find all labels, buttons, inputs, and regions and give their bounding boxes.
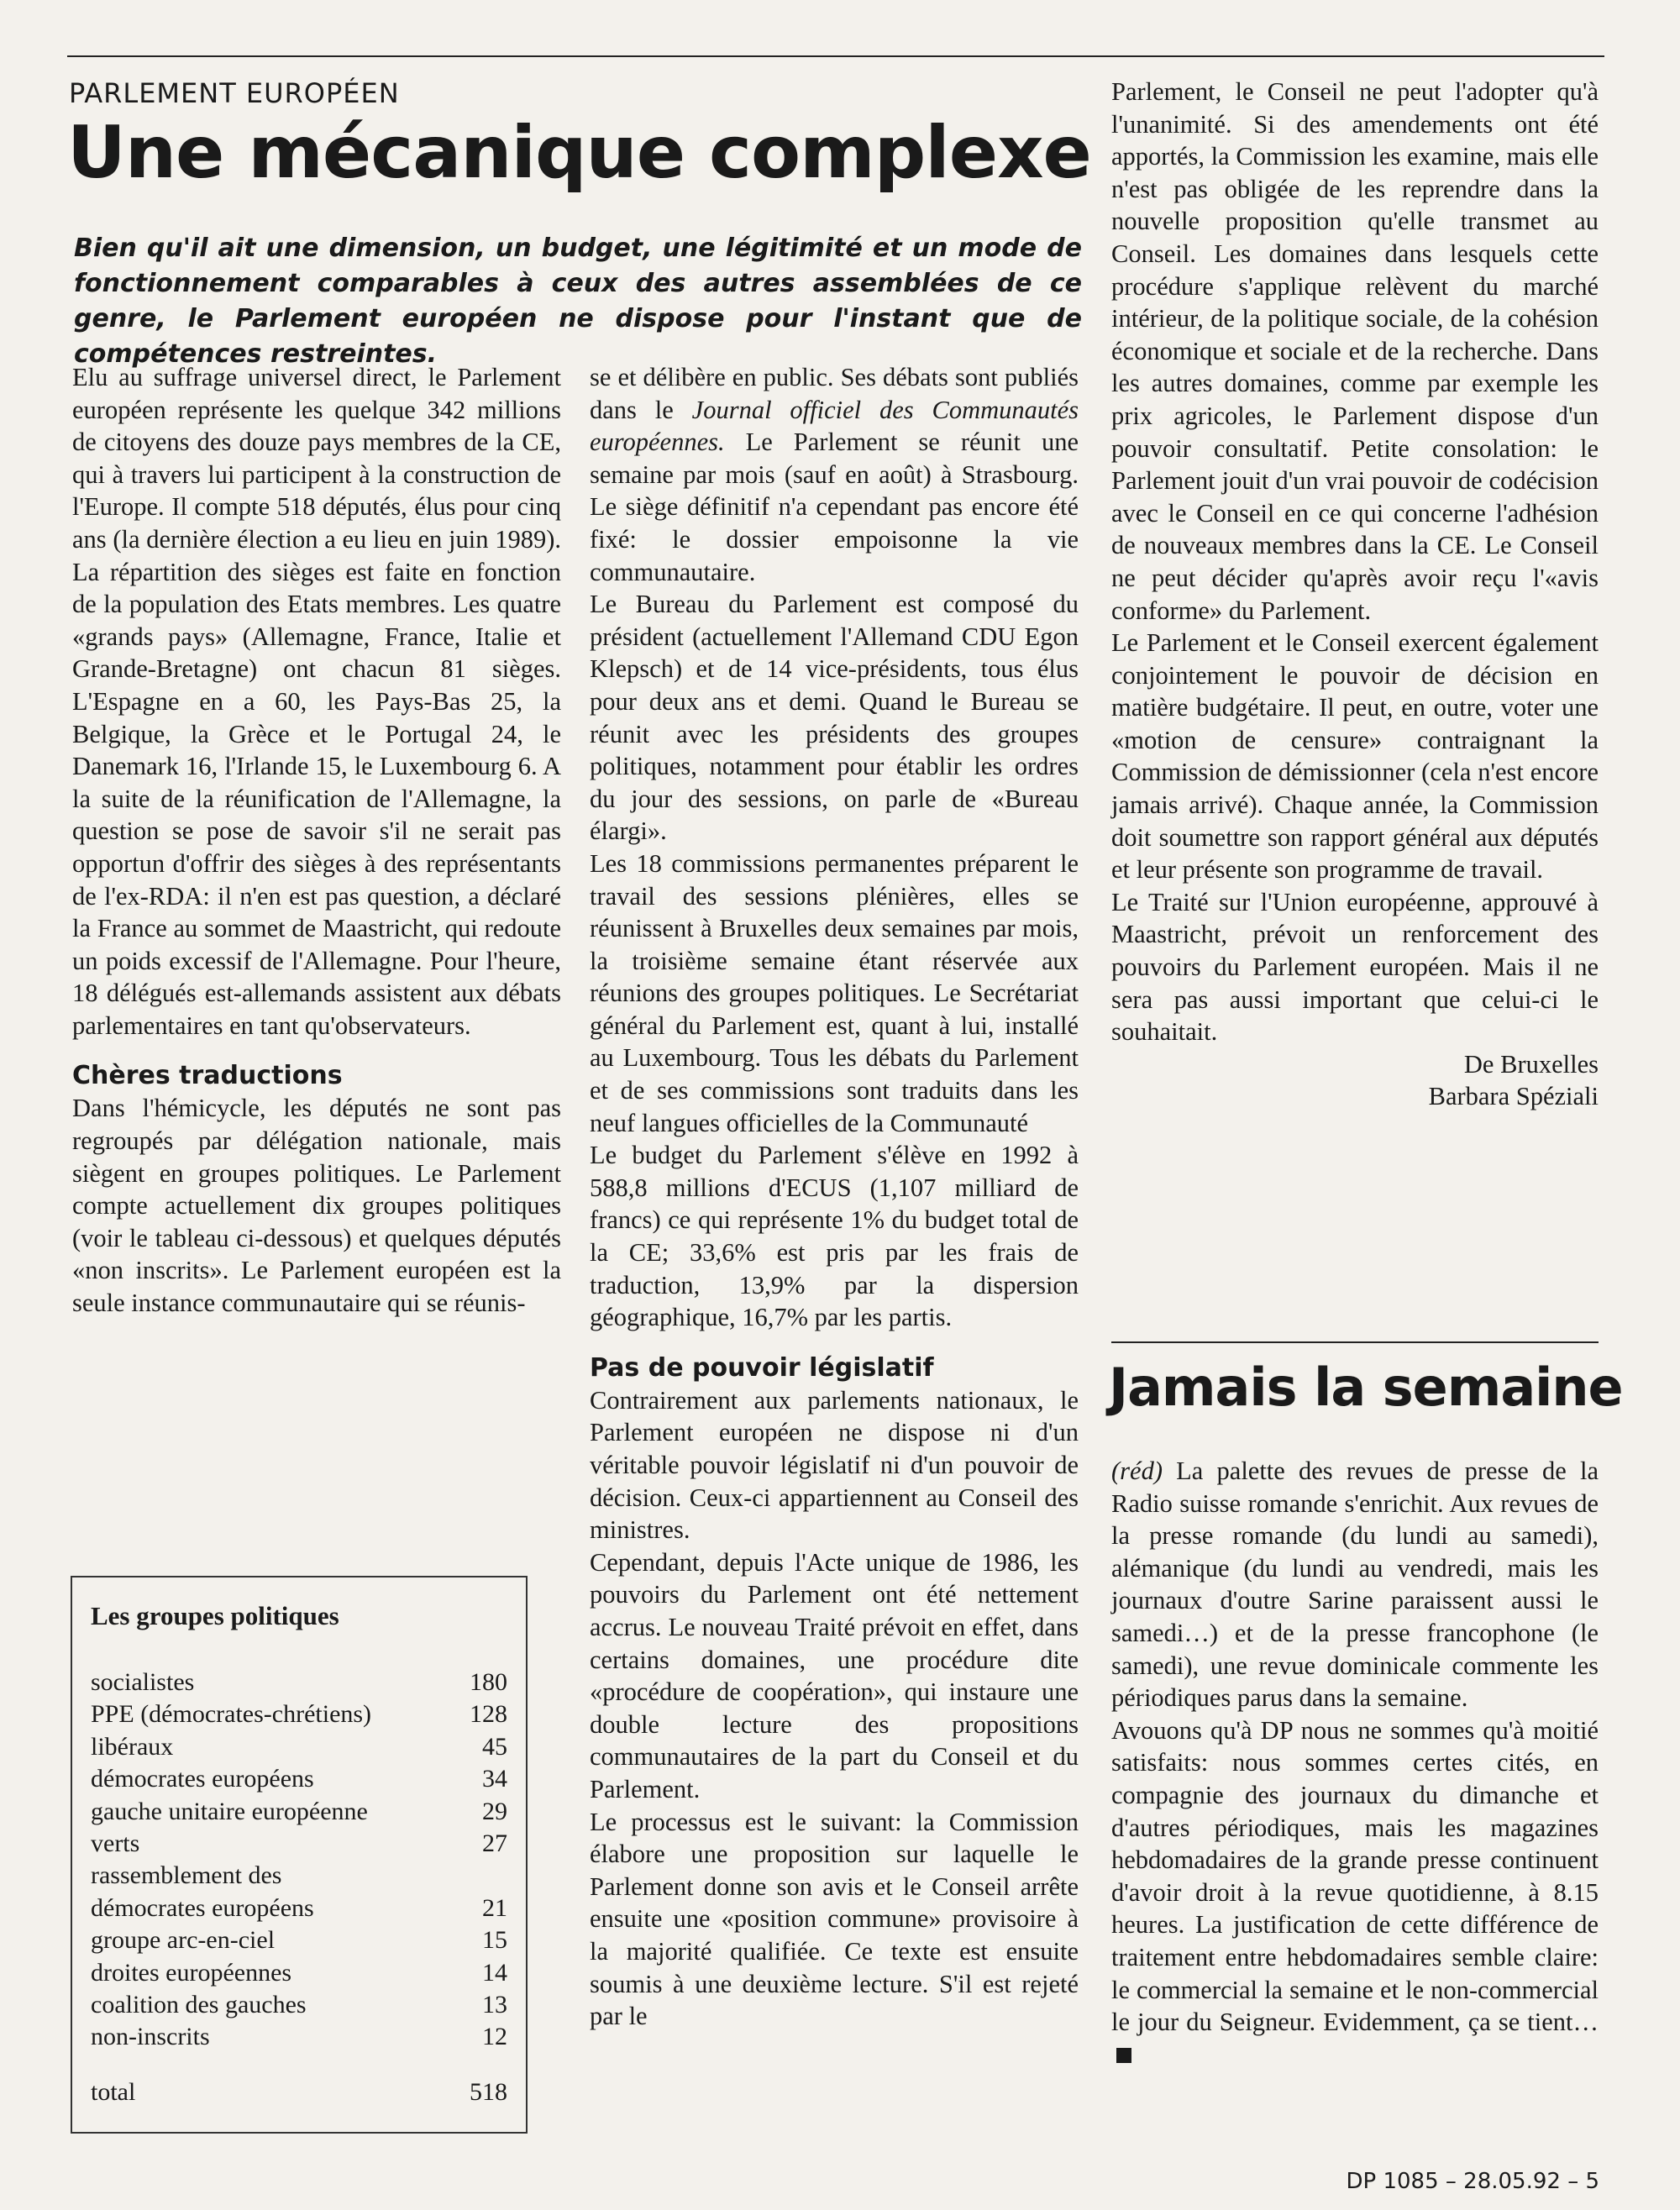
paragraph: Contrairement aux parlements nationaux, le Parlement européen ne dispose ni d'un véritable pouvoir législatif ni d'un pouvoir de décision. Ceux-ci appartiennent au Conseil des ministres. — [590, 1385, 1079, 1545]
text-run: La palette des revues de presse de la Radio suisse romande s'enrichit. Aux revues de la presse romande (du lundi au samedi), alémanique (du lundi au vendredi, mais les journaux d'outre Sarine paraissent aussi le samedi…) et de la presse francophone (le samedi), une revue dominicale commente les périodiques parus dans la semaine. — [1111, 1457, 1599, 1713]
article-lead: Bien qu'il ait une dimension, un budget, une légitimité et un mode de fonctionnement comparables à ceux des autres assemblées de ce genre, le Parlement européen ne dispose pour l'instant que de compétences restreintes. — [74, 234, 1082, 369]
article-title: Une mécanique complexe — [67, 111, 1091, 195]
group-name: groupe arc-en-ciel — [91, 1926, 276, 1955]
article-column-2 — [590, 361, 1079, 2033]
subheading-pouvoir-legislatif: Pas de pouvoir législatif — [590, 1352, 934, 1383]
total-value: 518 — [470, 2078, 507, 2106]
group-row — [91, 2021, 507, 2053]
paragraph: Le processus est le suivant: la Commission élabore une proposition sur laquelle le Parlement donne son avis et le Conseil arrête ensuite une «position commune» provisoire à la majorité qualifiée. Ce texte est ensuite soumis à une deuxième lecture. S'il est rejeté par le — [590, 1807, 1079, 2031]
group-seats: 14 — [482, 1958, 507, 1987]
groups-list — [91, 1667, 507, 2054]
group-seats: 12 — [482, 2023, 507, 2051]
group-row — [91, 1989, 507, 2021]
signature-author: Barbara Spéziali — [1428, 1082, 1599, 1111]
group-row — [91, 1698, 507, 1730]
article-column-1 — [72, 361, 561, 1320]
end-mark-icon — [1116, 2048, 1131, 2063]
group-name: coalition des gauches — [91, 1991, 307, 2019]
paragraph: Les 18 commissions permanentes préparent le travail des sessions plénières, elles se réunissent à Bruxelles deux semaines par mois, la troisième semaine étant réservée aux réunions des groupes politiques. Le Secrétariat général du Parlement est, quant à lui, installé au Luxembourg. Tous les débats du Parlement et de ses commissions sont traduits dans les neuf langues officielles de la Communauté — [590, 848, 1079, 1137]
group-row — [91, 1667, 507, 1698]
box-title: Les groupes politiques — [91, 1601, 339, 1630]
journal-title: Journal officiel des Communautés européennes. — [590, 395, 1079, 457]
article-kicker: PARLEMENT EUROPÉEN — [69, 77, 400, 109]
article2-title: Jamais la semaine — [1109, 1357, 1623, 1418]
text-run: Le Parlement se réunit une semaine par mois (sauf en août) à Strasbourg. Le siège définitif n'a cependant pas encore été fixé: le dossier empoisonne la vie communautaire. — [590, 428, 1079, 586]
group-seats: 27 — [482, 1829, 507, 1858]
group-seats: 128 — [470, 1700, 507, 1729]
group-row — [91, 1860, 507, 1892]
paragraph: Le Parlement et le Conseil exercent également conjointement le pouvoir de décision en matière budgétaire. Il peut, en outre, voter une «motion de censure» contraignant la Commission de démissionner (cela n'est encore jamais arrivé). Chaque année, la Commission doit soumettre son rapport général aux députés et leur présente son programme de travail. — [1111, 628, 1599, 885]
paragraph: Le Bureau du Parlement est composé du président (actuellement l'Allemand CDU Egon Klepsch) et de 14 vice-présidents, tous élus pour deux ans et demi. Quand le Bureau se réunit avec les présidents des groupes politiques, notamment pour établir les ordres du jour des sessions, on parle de «Bureau élargi». — [590, 590, 1079, 846]
article-column-3 — [1111, 76, 1599, 1113]
group-name: droites européennes — [91, 1958, 292, 1987]
group-row — [91, 1731, 507, 1763]
group-name: démocrates européens — [91, 1765, 314, 1793]
group-seats: 21 — [482, 1893, 507, 1922]
group-name: PPE (démocrates-chrétiens) — [91, 1700, 372, 1729]
group-seats: 34 — [482, 1765, 507, 1793]
group-name: rassemblement des — [91, 1861, 282, 1890]
paragraph: Elu au suffrage universel direct, le Parlement européen représente les quelque 342 millions de citoyens des douze pays membres de la CE, qui à travers lui participent à la construction de l'Europe. Il compte 518 députés, élus pour cinq ans (la dernière élection a eu lieu en juin 1989). La répartition des sièges est faite en fonction de la population des Etats membres. Les quatre «grands pays» (Allemagne, France, Italie et Grande-Bretagne) ont chacun 81 sièges. L'Espagne en a 60, les Pays-Bas 25, la Belgique, la Grèce et le Portugal 24, le Danemark 16, l'Irlande 15, le Luxembourg 6. A la suite de la réunification de l'Allemagne, la question se pose de savoir s'il ne serait pas opportun d'offrir des sièges à des représentants de l'ex-RDA: il n'en est pas question, a déclaré la France au sommet de Maastricht, qui redoute un poids excessif de l'Allemagne. Pour l'heure, 18 délégués est-allemands assistent aux débats parlementaires en tant qu'observateurs. — [72, 363, 561, 1040]
group-name: gauche unitaire européenne — [91, 1797, 368, 1825]
group-name: libéraux — [91, 1732, 174, 1761]
group-seats: 180 — [470, 1668, 507, 1696]
paragraph — [1111, 1714, 1599, 2071]
subheading-cheres-traductions: Chères traductions — [72, 1061, 343, 1091]
paragraph — [590, 361, 1079, 588]
editorial-marker: (réd) — [1111, 1457, 1163, 1485]
group-row — [91, 1957, 507, 1989]
group-seats: 29 — [482, 1797, 507, 1825]
political-groups-box — [71, 1576, 528, 2134]
group-seats: 13 — [482, 1991, 507, 2019]
total-label: total — [91, 2078, 136, 2106]
group-name: socialistes — [91, 1668, 195, 1696]
group-row — [91, 1892, 507, 1924]
paragraph — [1111, 1455, 1599, 1714]
group-row — [91, 1924, 507, 1956]
text-run: Avouons qu'à DP nous ne sommes qu'à moitié satisfaits: nous sommes certes cités, en compagnie des journaux du dimanche et d'autres périodiques, mais les magazines hebdomadaires de la grande presse continuent d'avoir droit à la revue quotidienne, à 8.15 heures. La justification de cette différence de traitement entre hebdomadaires semble claire: le commercial la semaine et le non-commercial le jour du Seigneur. Evidemment, ça se tient… — [1111, 1715, 1599, 2037]
paragraph: Le Traité sur l'Union européenne, approuvé à Maastricht, prévoit un renforcement des pouvoirs du Parlement européen. Mais il ne sera pas aussi important que celui-ci le souhaitait. — [1111, 887, 1599, 1047]
group-seats — [457, 1860, 507, 1892]
group-name: verts — [91, 1829, 140, 1858]
article2-column — [1111, 1455, 1599, 2071]
paragraph: Le budget du Parlement s'élève en 1992 à 588,8 millions d'ECUS (1,107 milliard de francs) ce qui représente 1% du budget total de la CE; 33,6% est pris par les frais de traduction, 13,9% par la dispersion géographique, 16,7% par les partis. — [590, 1141, 1079, 1332]
group-row — [91, 1796, 507, 1828]
group-name: non-inscrits — [91, 2023, 210, 2051]
paragraph: Parlement, le Conseil ne peut l'adopter qu'à l'unanimité. Si des amendements ont été apportés, la Commission les examine, mais elle n'est pas obligée de les reprendre dans la nouvelle proposition qu'elle transmet au Conseil. Les domaines dans lesquels cette procédure s'applique relèvent du marché intérieur, de la politique sociale, de la cohésion économique et sociale et de la recherche. Dans les autres domaines, comme par exemple les prix agricoles, le Parlement dispose d'un pouvoir consultatif. Petite consolation: le Parlement jouit d'un vrai pouvoir de codécision avec le Conseil en ce qui concerne l'adhésion de nouveaux membres dans la CE. Le Conseil ne peut décider qu'après avoir reçu l'«avis conforme» du Parlement. — [1111, 77, 1599, 625]
groups-total-row — [91, 2078, 507, 2107]
signature-location: De Bruxelles — [1463, 1049, 1599, 1079]
section-rule — [1111, 1341, 1599, 1343]
group-row — [91, 1828, 507, 1860]
page-footer: DP 1085 – 28.05.92 – 5 — [1346, 2169, 1599, 2194]
group-row — [91, 1763, 507, 1795]
group-seats: 45 — [482, 1732, 507, 1761]
paragraph: Dans l'hémicycle, les députés ne sont pas regroupés par délégation nationale, mais siègent en groupes politiques. Le Parlement compte actuellement dix groupes politiques (voir le tableau ci-dessous) et quelques députés «non inscrits». Le Parlement européen est la seule instance communautaire qui se réunis- — [72, 1094, 561, 1318]
group-name: démocrates européens — [91, 1893, 314, 1922]
text-run: se et délibère en public. Ses débats sont publiés dans le — [590, 363, 1079, 424]
group-seats: 15 — [482, 1926, 507, 1955]
paragraph: Cependant, depuis l'Acte unique de 1986, les pouvoirs du Parlement ont été nettement accrus. Le nouveau Traité prévoit en effet, dans certains domaines, une procédure dite «procédure de coopération», qui instaure une double lecture des propositions communautaires de la part du Conseil et du Parlement. — [590, 1547, 1079, 1803]
top-rule — [67, 55, 1604, 57]
